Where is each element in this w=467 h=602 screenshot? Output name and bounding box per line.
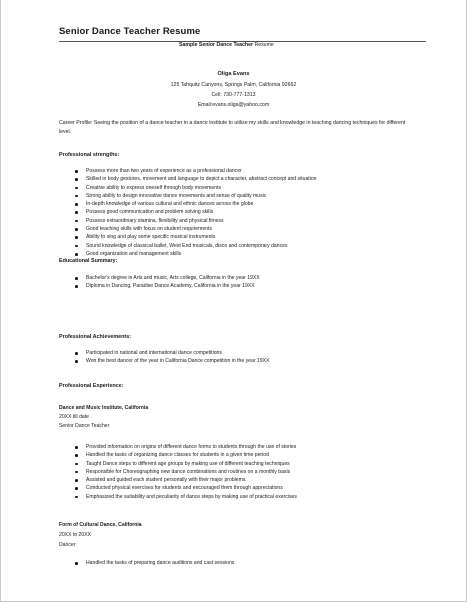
list-item-text: Participated in national and international dance competitions bbox=[86, 350, 222, 356]
career-profile: Career Profile: Seeing the position of a dance teacher in a dance institute to utilize my skills and knowledge in teaching dancing techniques for different level. bbox=[59, 120, 406, 135]
education-heading: Educational Summary: bbox=[59, 258, 118, 264]
list-item-text: Assisted and guided each student personally with their major problems bbox=[86, 477, 246, 484]
list-item-text: Bachelor's degree in Arts and music, Arts college, California in the year 19XX bbox=[86, 275, 260, 281]
list-item bbox=[75, 250, 426, 258]
list-item-text: Strong ability to design innovative dance movements and sense of quality music bbox=[86, 192, 267, 199]
list-item bbox=[75, 443, 426, 451]
strengths-list bbox=[75, 167, 426, 258]
list-item-text: Emphasized the suitability and peculiarity of dance steps by making use of practical exercises bbox=[86, 493, 297, 500]
list-item-text: Sound knowledge of classical ballet, West End musicals, disco and contemporary dances bbox=[86, 242, 288, 249]
list-item bbox=[75, 225, 426, 233]
bullet-icon bbox=[75, 253, 78, 256]
list-item-text: Possess good communication and problem solving skills bbox=[86, 209, 214, 216]
list-item bbox=[75, 559, 426, 567]
achievements-heading: Professional Achievements: bbox=[59, 334, 131, 340]
document-title: Senior Dance Teacher Resume bbox=[59, 26, 201, 37]
bullet-icon bbox=[75, 496, 78, 499]
document-subtitle bbox=[179, 42, 274, 48]
list-item bbox=[75, 484, 426, 492]
list-item bbox=[75, 476, 426, 484]
list-item-text: Diploma in Dancing, Paradise Dance Academy, California in the year 19XX bbox=[86, 283, 255, 290]
candidate-phone: Cell: 730-777-1313 bbox=[211, 92, 256, 98]
bullet-icon bbox=[75, 187, 78, 190]
list-item bbox=[75, 357, 426, 365]
subtitle-bold: Sample Senior Dance Teacher bbox=[179, 42, 253, 48]
list-item bbox=[75, 451, 426, 459]
list-item bbox=[75, 274, 426, 282]
list-item-text: Provided information on origins of different dance forms to students through the use of stories bbox=[86, 444, 297, 450]
job-2-role: Dancer bbox=[59, 542, 76, 548]
bullet-icon bbox=[75, 463, 78, 466]
job-2-duties bbox=[75, 559, 426, 567]
list-item-text: Ability to sing and play some specific musical instruments bbox=[86, 234, 216, 241]
list-item bbox=[75, 217, 426, 225]
job-2-dates: 20XX to 20XX bbox=[59, 532, 92, 538]
list-item bbox=[75, 192, 426, 200]
bullet-icon bbox=[75, 170, 78, 173]
bullet-icon bbox=[75, 454, 78, 457]
list-item-text: Conducted physical exercises for students and encouraged them through appreciations bbox=[86, 485, 283, 492]
job-1-dates: 20XX till date bbox=[59, 414, 90, 420]
job-1-role: Senior Dance Teacher bbox=[59, 423, 110, 429]
list-item bbox=[75, 468, 426, 476]
education-list bbox=[75, 274, 426, 291]
list-item bbox=[75, 184, 426, 192]
list-item bbox=[75, 167, 426, 175]
bullet-icon bbox=[75, 487, 78, 490]
list-item-text: Skilled in body gestures, movement and language to depict a character, abstract concept and situation bbox=[86, 176, 317, 183]
list-item bbox=[75, 233, 426, 241]
bullet-icon bbox=[75, 479, 78, 482]
bullet-icon bbox=[75, 352, 78, 355]
candidate-address: 125 Tahquitz Canyons, Springs Palm, California 92662 bbox=[170, 82, 297, 88]
list-item bbox=[75, 242, 426, 250]
list-item-text: Possess extraordinary stamina, flexibility and physical fitness bbox=[86, 217, 224, 224]
experience-heading: Professional Experience: bbox=[59, 383, 124, 389]
bullet-icon bbox=[75, 236, 78, 239]
list-item-text: Handled the tasks of organizing dance classes for students in a given time period bbox=[86, 452, 269, 459]
list-item bbox=[75, 175, 426, 183]
bullet-icon bbox=[75, 195, 78, 198]
candidate-name: Oliga Evans bbox=[217, 71, 250, 77]
bullet-icon bbox=[75, 562, 78, 565]
list-item-text: Taught Dance steps to different age groups by making use of different teaching techniques bbox=[86, 460, 290, 467]
list-item bbox=[75, 208, 426, 216]
strengths-heading: Professional strengths: bbox=[59, 152, 120, 158]
bullet-icon bbox=[75, 360, 78, 363]
list-item-text: Responsible for Choreographing new dance combinations and routines on a monthly basis bbox=[86, 468, 291, 475]
bullet-icon bbox=[75, 285, 78, 288]
list-item bbox=[75, 493, 426, 501]
bullet-icon bbox=[75, 471, 78, 474]
bullet-icon bbox=[75, 178, 78, 181]
bullet-icon bbox=[75, 220, 78, 223]
list-item bbox=[75, 200, 426, 208]
bullet-icon bbox=[75, 211, 78, 214]
list-item bbox=[75, 282, 426, 290]
list-item bbox=[75, 349, 426, 357]
bullet-icon bbox=[75, 228, 78, 231]
bullet-icon bbox=[75, 277, 78, 280]
bullet-icon bbox=[75, 245, 78, 248]
bullet-icon bbox=[75, 203, 78, 206]
list-item-text: Handled the tasks of preparing dance auditions and cast sessions bbox=[86, 560, 235, 566]
subtitle-light: Resume bbox=[254, 42, 274, 48]
list-item-text: Possess more than two years of experience as a professional dancer bbox=[86, 168, 242, 174]
list-item-text: Won the best dancer of the year in California Dance competition in the year 19XX bbox=[86, 358, 270, 365]
candidate-email: Email:evans.oliga@yahoo.com bbox=[197, 102, 270, 108]
job-2-employer: Form of Cultural Dance, California bbox=[59, 522, 142, 528]
achievements-list bbox=[75, 349, 426, 366]
list-item-text: In-depth knowledge of various cultural and ethnic dances across the globe bbox=[86, 201, 254, 208]
list-item-text: Good teaching skills with focus on student requirements bbox=[86, 226, 212, 233]
list-item-text: Creative ability to express oneself through body movements bbox=[86, 184, 222, 191]
job-1-duties bbox=[75, 443, 426, 501]
bullet-icon bbox=[75, 446, 78, 449]
list-item-text: Good organization and management skills bbox=[86, 250, 182, 257]
job-1-employer: Dance and Music Institute, California bbox=[59, 405, 149, 411]
list-item bbox=[75, 460, 426, 468]
